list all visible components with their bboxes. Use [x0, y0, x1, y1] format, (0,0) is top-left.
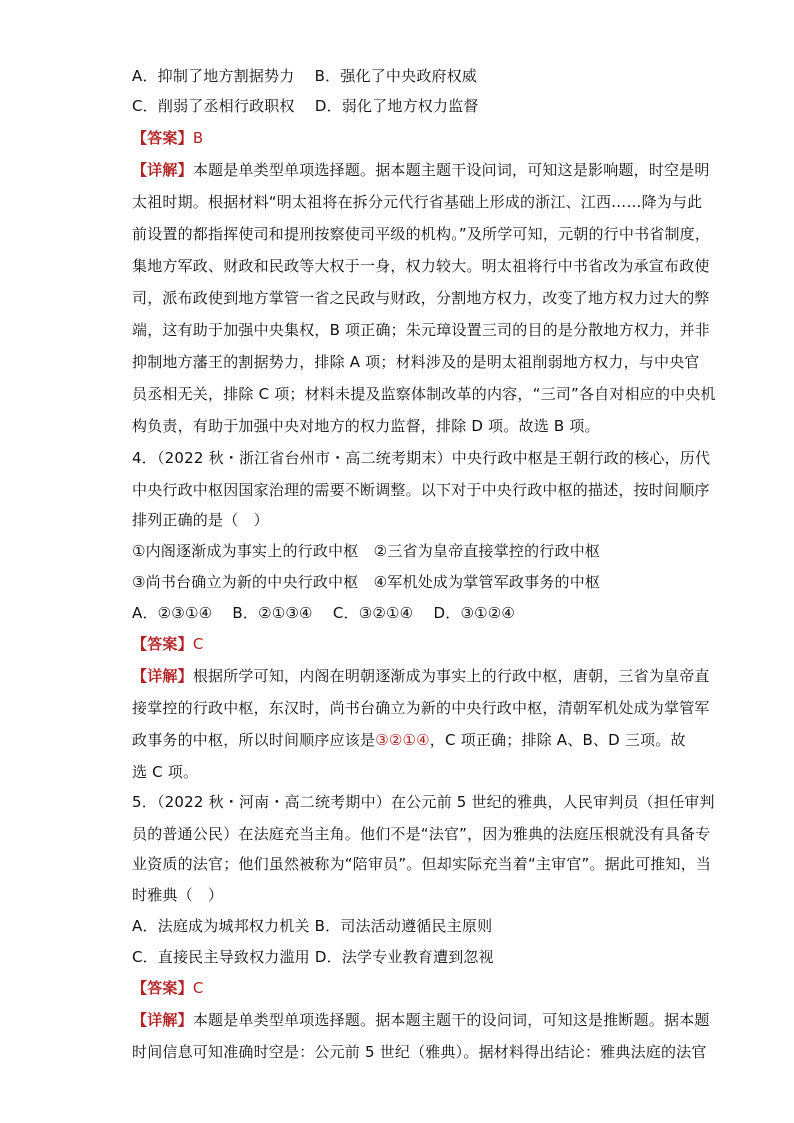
q5-answer — [132, 978, 672, 998]
q5-options-line-1: A．法庭成为城邦权力机关 B．司法活动遵循民主原则 — [132, 917, 493, 935]
q4-detail-line-1 — [132, 666, 710, 686]
q3-detail-line-3: 前设置的都指挥使司和提刑按察使司平级的机构。”及所学可知，元朝的行中书省制度， — [132, 225, 711, 243]
q4-items-line-1: ①内阁逐渐成为事实上的行政中枢 ②三省为皇帝直接掌控的行政中枢 — [132, 542, 601, 560]
answer-tag: 【答案】 — [132, 129, 193, 147]
q5-stem-line-2: 员的普通公民）在法庭充当主角。他们不是“法官”，因为雅典的法庭压根就没有具备专 — [132, 825, 711, 843]
detail-text: ，C 项正确；排除 A、B、D 三项。故 — [429, 731, 686, 749]
q3-detail-line-5: 司，派布政使到地方掌管一省之民政与财政，分割地方权力，改变了地方权力过大的弊 — [132, 289, 710, 307]
detail-tag: 【详解】 — [132, 1011, 193, 1029]
q5-detail-line-1 — [132, 1010, 710, 1030]
q3-detail-line-4: 集地方军政、财政和民政等大权于一身，权力较大。明太祖将行中书省改为承宣布政使 — [132, 257, 710, 275]
q4-items-line-2: ③尚书台确立为新的中央行政中枢 ④军机处成为掌管军政事务的中枢 — [132, 573, 601, 591]
detail-text: 根据所学可知，内阁在明朝逐渐成为事实上的行政中枢，唐朝，三省为皇帝直 — [192, 667, 710, 685]
answer-value: C — [192, 979, 204, 997]
q4-stem-line-3: 排列正确的是（ ） — [132, 511, 269, 529]
detail-tag: 【详解】 — [132, 667, 193, 685]
q5-stem-line-1: 5．（2022 秋・河南・高二统考期中）在公元前 5 世纪的雅典，人民审判员（担任审判 — [132, 793, 715, 811]
detail-tag: 【详解】 — [132, 161, 193, 179]
q5-detail-line-2: 时间信息可知准确时空是：公元前 5 世纪（雅典）。据材料得出结论：雅典法庭的法官 — [132, 1043, 707, 1061]
q4-stem-line-2: 中央行政中枢因国家治理的需要不断调整。以下对于中央行政中枢的描述，按时间顺序 — [132, 481, 710, 499]
q5-stem-line-3: 业资质的法官；他们虽然被称为“陪审员”。但却实际充当着“主审官”。据此可推知，当 — [132, 855, 712, 873]
detail-text: 政事务的中枢，所以时间顺序应该是 — [132, 731, 376, 749]
q3-options-line-2: C．削弱了丞相行政职权 D．弱化了地方权力监督 — [132, 97, 479, 115]
highlighted-order: ③②①④ — [375, 731, 430, 749]
q4-stem-line-1: 4．（2022 秋・浙江省台州市・高二统考期末）中央行政中枢是王朝行政的核心，历代 — [132, 449, 711, 467]
q3-detail-line-2: 太祖时期。根据材料“明太祖将在拆分元代行省基础上形成的浙江、江西……降为与此 — [132, 193, 703, 211]
q5-options-line-2: C．直接民主导致权力滥用 D．法学专业教育遭到忽视 — [132, 948, 494, 966]
q4-detail-line-2: 接掌控的行政中枢，东汉时，尚书台确立为新的中央行政中枢，清朝军机处成为掌管军 — [132, 699, 710, 717]
q3-detail-line-6: 端，这有助于加强中央集权，B 项正确；朱元璋设置三司的目的是分散地方权力，并非 — [132, 321, 710, 339]
q3-detail-line-9: 构负责，有助于加强中央对地方的权力监督，排除 D 项。故选 B 项。 — [132, 417, 600, 435]
answer-tag: 【答案】 — [132, 635, 193, 653]
q4-options: A．②③①④ B．②①③④ C．③②①④ D．③①②④ — [132, 604, 516, 622]
q4-detail-line-3 — [132, 730, 686, 750]
q5-stem-line-4: 时雅典（ ） — [132, 886, 224, 904]
q3-detail-line-7: 抑制地方藩王的割据势力，排除 A 项；材料涉及的是明太祖削弱地方权力，与中央官 — [132, 353, 700, 371]
q3-detail-line-8: 员丞相无关，排除 C 项；材料未提及监察体制改革的内容，“三司”各自对相应的中央机 — [132, 385, 716, 403]
detail-text: 本题是单类型单项选择题。据本题主题干的设问词，可知这是推断题。据本题 — [192, 1011, 710, 1029]
answer-tag: 【答案】 — [132, 979, 193, 997]
answer-value: C — [192, 635, 204, 653]
q4-detail-line-4: 选 C 项。 — [132, 763, 199, 781]
q3-answer — [132, 128, 672, 148]
q3-options-line-1: A．抑制了地方割据势力 B．强化了中央政府权威 — [132, 67, 478, 85]
q3-detail-line-1 — [132, 160, 710, 180]
answer-value: B — [192, 129, 204, 147]
detail-text: 本题是单类型单项选择题。据本题主题干设问词，可知这是影响题，时空是明 — [192, 161, 710, 179]
q4-answer — [132, 634, 672, 654]
